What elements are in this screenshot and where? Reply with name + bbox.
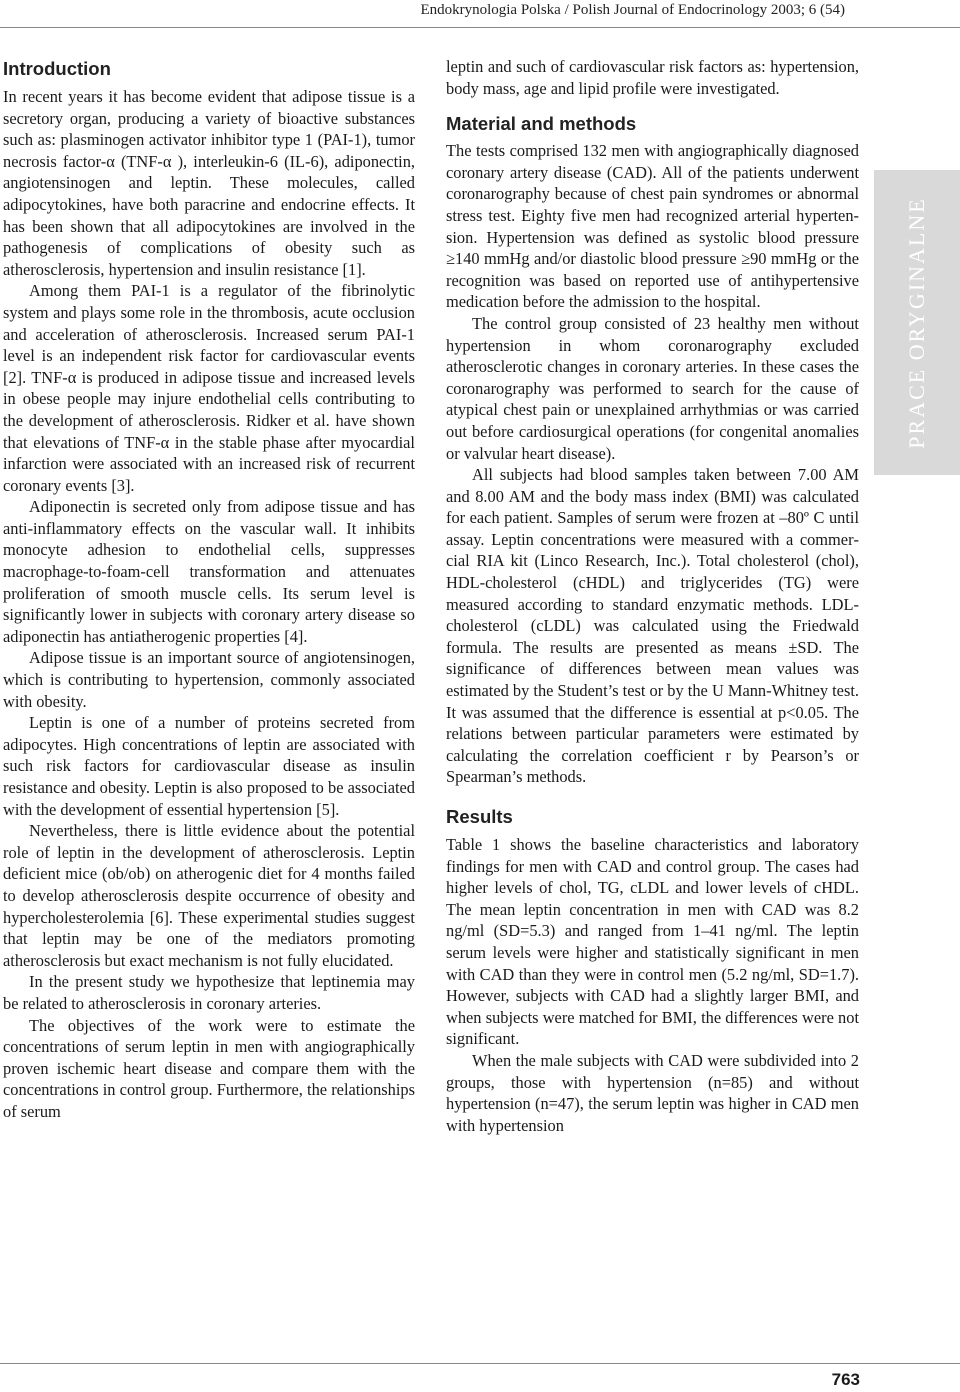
intro-paragraph-8: The objectives of the work were to estimate the concentrations of serum leptin in men with angiographically proven ischemic heart disease and compare them with the concentrations in control group. Furthermore, the relationships of serum	[3, 1015, 415, 1121]
intro-paragraph-2: Among them PAI-1 is a regulator of the fibrinolytic system and plays some role in the thrombosis, acute occlusion and acceleration of atherosclerosis. Increased serum PAI-1 level is an independent risk factor for cardiovascular events [2]. TNF-α is produced in adipose tissue and increased levels in obese people may injure endothelial cells contributing to the development of atherosclerosis. Ridker et al. have shown that elevations of TNF-α in the stable phase after myocardial infarction were associated with an increased risk of recurrent coronary events [3].	[3, 281, 415, 495]
methods-paragraph-2: The control group consisted of 23 healthy men without hypertension in whom coronarography excluded atherosclerotic changes in coronary arteries. In these cases the coronarography was performed to search for the cause of atypical chest pain or unexplained arrhythmias or was carried out before cardiosurgical operations (for congenital anomalies or valvular heart disease).	[446, 313, 859, 463]
section-side-tab	[874, 170, 960, 475]
page-number: 763	[831, 1370, 860, 1389]
introduction-heading: Introduction	[3, 58, 111, 79]
intro-paragraph-6: Nevertheless, there is little evidence about the potential role of leptin in the development of atherosclerosis. Leptin deficient mice (ob/ob) on atherogenic diet for 4 months failed to develop atherosclerosis despite occurrence of obesity and hypercholesterolemia [6]. These experimental studies suggest that leptin may be one of the mediators promoting atherosclerosis but exact mechanism is not fully elucidated.	[3, 821, 415, 970]
intro-paragraph-7: In the present study we hypothesize that leptinemia may be related to atherosclerosis in coronary arteries.	[3, 972, 415, 1013]
right-column	[446, 56, 859, 1136]
intro-paragraph-4: Adipose tissue is an important source of angiotensinogen, which is contributing to hypertension, commonly associated with obesity.	[3, 648, 415, 711]
intro-paragraph-3: Adiponectin is secreted only from adipose tissue and has anti-inflammatory effects on the vascular wall. It inhibits monocyte adhesion to endothelial cells, suppresses macrophage-to-foam-cell transformation and attenuates proliferation of smooth muscle cells. Its serum level is significantly lower in subjects with coronary artery disease so adiponectin has antiatherogenic properties [4].	[3, 497, 415, 646]
intro-continuation: leptin and such of cardiovascular risk factors as: hypertension, body mass, age and lipid profile were investigated.	[446, 57, 859, 98]
running-head: Endokrynologia Polska / Polish Journal of Endocrinology 2003; 6 (54)	[420, 2, 845, 18]
side-tab-label: PRACE ORYGINALNE	[904, 196, 929, 449]
footer-rule	[0, 1363, 960, 1364]
results-paragraph-1: Table 1 shows the baseline characteristics and laboratory findings for men with CAD and control group. The cases had higher levels of chol, TG, cLDL and lower levels of cHDL. The mean leptin concentration in men with CAD was 8.2 ng/ml (SD=5.3) and ranged from 1–41 ng/ml. The leptin serum levels were higher and statistically significant in men with CAD than they were in control men (5.2 ng/ml, SD=1.7). However, subjects with CAD had a slightly larger BMI, and when subjects were matched for BMI, the differences were not significant.	[446, 835, 859, 1049]
left-column	[3, 56, 415, 1123]
methods-paragraph-1: The tests comprised 132 men with angiographically diagnosed coronary artery disease (CAD). All of the patients underwent coronarography because of chest pain syndromes or abnormal stress test. Eighty five men had recognized arterial hypertension. Hypertension was defined as systolic blood pressure ≥140 mmHg and/or diastolic blood pressure ≥90 mmHg or the recognition was based on reported use of antihypertensive medication before the admission to the hospital.	[446, 141, 859, 312]
methods-paragraph-3: All subjects had blood samples taken between 7.00 AM and 8.00 AM and the body mass index (BMI) was calculated for each patient. Samples of serum were frozen at –80º C until assay. Leptin concentrations were measured with a commercial RIA kit (Linco Research, Inc.). Total cholesterol (chol), HDL-cholesterol (cHDL) and triglycerides (TG) were measured according to standard enzymatic methods. LDL-cholesterol (cLDL) was calculated using the Friedwald formula. The results are presented as means ±SD. The significance of differences between mean values was estimated by the Student’s test or by the U Mann-Whitney test. It was assumed that the difference is essential at p<0.05. The relations between particular parameters were estimated by calculating the correlation coefficient r by Pearson’s or Spearman’s methods.	[446, 465, 859, 787]
results-heading: Results	[446, 806, 513, 827]
intro-paragraph-1: In recent years it has become evident that adipose tissue is a secretory organ, producing a variety of bioactive substances such as: plasminogen activator inhibitor type 1 (PAI-1), tumor necrosis factor-α (TNF-α ), interleukin-6 (IL-6), adiponectin, angiotensinogen and leptin. These molecules, called adipocytokines, have both paracrine and endocrine effects. It has been shown that all adipocytokines are involved in the pathogenesis of complications of obesity such as atherosclerosis, hypertension and insulin resistance [1].	[3, 87, 415, 279]
results-paragraph-2: When the male subjects with CAD were subdivided into 2 groups, those with hypertension (n=85) and without hypertension (n=47), the serum leptin was higher in CAD men with hypertension	[446, 1050, 859, 1135]
methods-heading: Material and methods	[446, 113, 637, 135]
header-rule	[0, 27, 960, 28]
intro-paragraph-5: Leptin is one of a number of proteins secreted from adipocytes. High concentrations of leptin are associated with such risk factors for cardiovascular disease as insulin resistance and obesity. Leptin is also proposed to be associated with the development of essential hypertension [5].	[3, 713, 415, 819]
